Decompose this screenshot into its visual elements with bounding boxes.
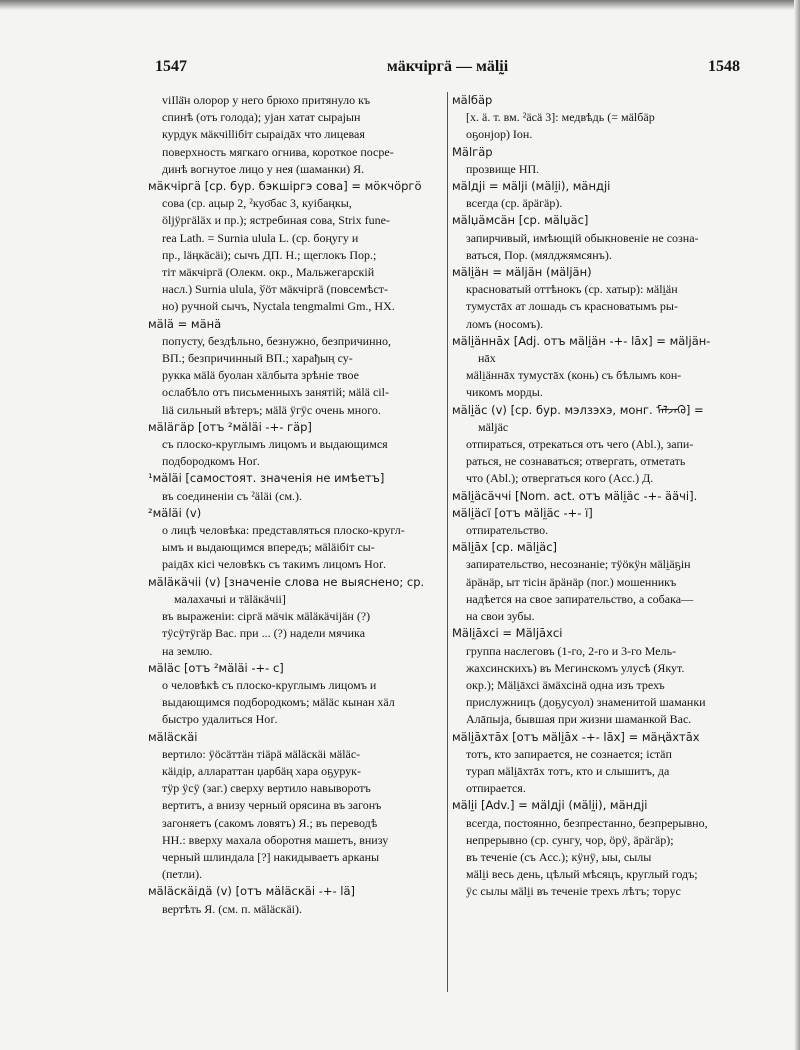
- page-right-shadow: [794, 0, 800, 1050]
- entry-text-line: НН.: вверху махала оборотня машетъ, внизу: [162, 832, 389, 847]
- entry-headword-line: мälдji = мälji (мälḭi), мäндji: [452, 179, 611, 194]
- entry-headword-line: мälбäр: [452, 93, 493, 107]
- entry-text-line: тотъ, кто запирается, не сознается; істäп: [466, 746, 672, 761]
- entry-text-line: быстро удалиться Ноґ.: [162, 712, 278, 727]
- entry-text-line: мälḭi весь день, цѣлый мѣсяцъ, круглый годъ;: [466, 867, 698, 882]
- entry-text-line: всегда (ср. äрäгäр).: [466, 196, 563, 211]
- entry-text-line: курдук мäкчіllібіт сыраідāх что лицевая: [162, 127, 365, 142]
- entry-text-line: ымъ и выдающимся впередъ; мäläібіт сы-: [162, 540, 375, 555]
- entry-text-line: мälḭäннāх тумустāх (конь) съ бѣлымъ кон-: [466, 368, 682, 383]
- entry-headword-line: Мälгäр: [452, 144, 493, 159]
- entry-text-line: мäljäс: [478, 419, 509, 434]
- page-number-right: 1548: [708, 58, 740, 75]
- entry-headword-line: мäläс [отъ ²мäläi -+- с]: [148, 660, 284, 675]
- entry-headword-line: ¹мäläi [самостоят. значенія не имѣетъ]: [148, 471, 385, 486]
- entry-headword-line: мälḭāхтāх [отъ мälḭāх -+- lāх] = мäңäхтāх: [452, 729, 700, 744]
- entry-text-line: попусту, бездѣльно, безнужно, безпричинно,: [162, 333, 391, 348]
- right-column: [452, 92, 740, 901]
- entry-text-line: но) ручной сычъ, Nyctala tengmalmi Gm., НХ.: [162, 299, 395, 314]
- page-top-shadow: [0, 0, 800, 10]
- entry-text-line: что (Abl.); отвергаться кого (Acc.) Д.: [466, 471, 654, 486]
- entry-text-line: динѣ вогнутое лицо у нея (шаманки) Я.: [162, 161, 365, 176]
- entry-text-line: въ теченіе (съ Acc.); кÿнÿ, ыы, сылы: [466, 849, 652, 864]
- entry-text-line: на свои зубы.: [466, 609, 535, 624]
- entry-text-line: öljÿргäläх и пр.); ястребиная сова, Strix fune-: [162, 213, 390, 228]
- entry-headword-line: мäläгäр [отъ ²мäläi -+- гäр]: [148, 419, 312, 434]
- entry-headword-line: мälḭäс (v) [ср. бур. мэлзэхэ, монг. ᠮᠡᠯᠵᠡᠬᠦ] =: [452, 402, 704, 417]
- entry-text-line: кäідір, аллараттан џарбäң хара оҕурук-: [162, 763, 362, 778]
- column-divider: [447, 92, 448, 992]
- entry-headword-line: Мälḭāхсі = Мäljāхсі: [452, 626, 563, 641]
- entry-text-line: надѣется на свое запирательство, а собака—: [466, 591, 694, 606]
- entry-text-line: запирчивый, имѣющій обыкновеніе не созна-: [466, 230, 699, 245]
- entry-text-line: оҕонјор) Іон.: [466, 127, 533, 142]
- entry-text-line: [х. ä. т. вм. ²äсä 3]: медвѣдь (= мälбäр: [466, 110, 655, 125]
- entry-text-line: ломъ (носомъ).: [466, 316, 544, 331]
- entry-text-line: турап мälḭāхтāх тотъ, кто и слышитъ, да: [466, 763, 670, 778]
- entry-text-line: lіä сильный вѣтеръ; мälä ÿгÿс очень много.: [162, 402, 381, 417]
- entry-text-line: въ соединеніи съ ²äläi (см.).: [162, 488, 303, 503]
- page-number-left: 1547: [155, 58, 187, 75]
- entry-text-line: ÿс сылы мälḭi въ теченіе трехъ лѣтъ; торус: [466, 884, 681, 899]
- entry-headword-line: мälḭäннāх [Adj. отъ мälḭäн -+- lāх] = мäljäн-: [452, 333, 711, 348]
- entry-text-line: отпираться, отрекаться отъ чего (Abl.), запи-: [466, 437, 694, 452]
- entry-text-line: группа наслеговъ (1-го, 2-го и 3-го Мель-: [466, 643, 677, 658]
- entry-text-line: вертило: ÿöсäттäн тіäрä мäläскäi мäläс-: [162, 746, 361, 761]
- entry-text-line: жахсинскихъ) въ Мегинскомъ улусѣ (Якут.: [466, 660, 685, 675]
- entry-headword-line: мälä = мäнä: [148, 316, 222, 331]
- entry-text-line: раться, не сознаваться; отвергать, отметать: [466, 454, 686, 469]
- entry-text-line: въ выраженіи: сіргä мäчік мäläкäчіjäн (?): [162, 609, 371, 624]
- entry-headword-line: мäläкäчіі (v) [значеніе слова не выяснено; ср.: [148, 574, 425, 589]
- entry-text-line: поверхность мягкаго огнива, короткое посре-: [162, 144, 394, 159]
- entry-text-line: о лицѣ человѣка: представляться плоско-кругл-: [162, 523, 405, 538]
- entry-headword-line: мäläскäi: [148, 729, 198, 744]
- entry-text-line: прозвище НП.: [466, 161, 540, 176]
- entry-text-line: вертитъ, а внизу черный орясина въ загонъ: [162, 798, 382, 813]
- entry-headword-line: мäкчіргä [ср. бур. бэкшіргэ сова] = мöкчöргö: [148, 179, 422, 194]
- entry-text-line: тÿсÿтÿгäр Вас. при ... (?) надели мячика: [162, 626, 366, 641]
- entry-text-line: ваться, Пор. (мялджямсянъ).: [466, 247, 612, 262]
- entry-text-line: пр., läңкäсäi); сычъ ДП. Н.; щеглокъ Пор.;: [162, 247, 377, 262]
- entry-text-line: малахачыі и тäläкäчіі]: [174, 591, 286, 606]
- entry-text-line: на землю.: [162, 643, 213, 658]
- entry-text-line: тумустāх ат лошадь съ красноватымъ ры-: [466, 299, 678, 314]
- entry-text-line: насл.) Surnia ulula, ўöт мäкчіргä (повсемѣст-: [162, 282, 389, 297]
- entry-headword-line: мälḭi [Adv.] = мälдji (мälḭi), мäндji: [452, 798, 648, 813]
- entry-text-line: непрерывно (ср. сунгу, чор, öрÿ, äрäгäр);: [466, 832, 674, 847]
- entry-text-line: загоняетъ (сакомъ ловятъ) Я.; въ переводѣ: [162, 815, 378, 830]
- entry-text-line: rea Lath. = Surnia ulula L. (ср. боңугу и: [162, 230, 359, 245]
- entry-text-line: черный шлиндала [?] накидываетъ арканы: [162, 849, 380, 864]
- entry-text-line: о человѣкѣ съ плоско-круглымъ лицомъ и: [162, 677, 377, 692]
- entry-text-line: красноватый оттѣнокъ (ср. хатыр): мälḭäн: [466, 282, 678, 297]
- entry-text-line: раідāх кісі человѣкъ съ такимъ лицомъ Ноґ.: [162, 557, 387, 572]
- entry-text-line: запирательство, несознаніе; тÿöкÿн мälḭäҕін: [466, 557, 691, 572]
- entry-text-line: всегда, постоянно, безпрестанно, безпрерывно,: [466, 815, 708, 830]
- page-header: [155, 58, 740, 82]
- entry-text-line: тÿр ÿсÿ (заг.) сверху вертило навыворотъ: [162, 781, 371, 796]
- entry-text-line: съ плоско-круглымъ лицомъ и выдающимся: [162, 437, 388, 452]
- entry-text-line: отпирательство.: [466, 523, 549, 538]
- entry-headword-line: мälџäмсäн [ср. мälџäс]: [452, 213, 589, 228]
- entry-headword-line: мälḭāх [ср. мälḭäс]: [452, 540, 558, 555]
- entry-text-line: ослабѣло отъ письменныхъ занятій; мälä cil-: [162, 385, 389, 400]
- entry-text-line: äрäнäр, ыт тісін äрäнäр (пог.) мошенникъ: [466, 574, 677, 589]
- left-column: [148, 92, 444, 918]
- entry-text-line: чикомъ морды.: [466, 385, 543, 400]
- entry-text-line: прислужницъ (доҕусуол) знаменитой шаманки: [466, 695, 706, 710]
- entry-headword-line: ²мäläi (v): [148, 505, 202, 520]
- entry-text-line: тіт мäкчіргä (Олекм. окр., Мальжегарскій: [162, 265, 375, 280]
- entry-text-line: ВП.; безпричинный ВП.; харађың су-: [162, 351, 353, 366]
- entry-text-line: (петли).: [162, 867, 203, 882]
- running-title: мäкчіргä — мälḭi: [386, 58, 509, 75]
- entry-text-line: Алāпыја, бывшая при жизни шаманкой Вас.: [466, 712, 692, 727]
- entry-headword-line: мälḭäсäччі [Nom. act. отъ мälḭäс -+- ääчі].: [452, 488, 698, 503]
- entry-headword-line: мäläскäiдä (v) [отъ мäläскäi -+- lä]: [148, 884, 356, 899]
- entry-text-line: выдающимся подбородкомъ; мäläс кынан хäл: [162, 695, 395, 710]
- entry-headword-line: мälḭäн = мäljäн (мälјäн): [452, 265, 592, 280]
- entry-text-line: отпирается.: [466, 781, 526, 796]
- entry-text-line: нāх: [478, 351, 496, 366]
- entry-text-line: рукка мälä буолан хäлбыта зрѣніе твое: [162, 368, 359, 383]
- entry-text-line: вертѣть Я. (см. п. мäläскäi).: [162, 901, 302, 916]
- entry-headword-line: мälḭäсї [отъ мälḭäс -+- ї]: [452, 505, 593, 520]
- entry-text-line: окр.); Мälḭāхсі äмäхсінä одна изъ трехъ: [466, 677, 665, 692]
- entry-text-line: viIlä̈н олорор у него брюхо притянуло къ: [162, 93, 371, 107]
- entry-text-line: подбородкомъ Ноґ.: [162, 454, 260, 469]
- entry-text-line: спинѣ (отъ голода); уjан хатат сырајын: [162, 110, 361, 125]
- entry-text-line: сова (ср. ацыр 2, ²куо̄бас 3, куібаңкы,: [162, 196, 352, 211]
